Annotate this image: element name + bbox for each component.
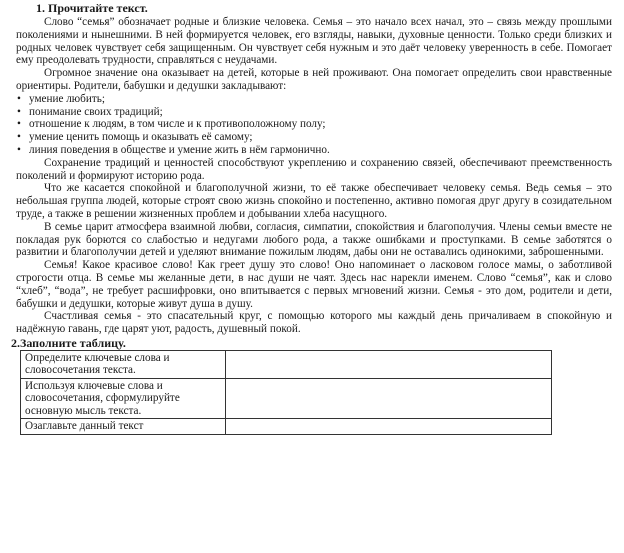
answer-cell[interactable] xyxy=(226,419,552,435)
paragraph: Огромное значение она оказывает на детей, которые в ней проживают. Она помогает определить свои нравственные ориентиры. Родители, бабушки и дедушки закладывают: xyxy=(16,67,612,92)
list-item: • понимание своих традиций; xyxy=(16,106,612,119)
table-row xyxy=(21,378,552,419)
paragraph: В семье царит атмосфера взаимной любви, согласия, симпатии, спокойствия и благополучия. Члены семьи вместе не покладая рук борются со слабостью и недугами любого рода, а также ошибками и проступками. В семье заботятся о развитии и благополучии детей и уделяют внимание пожилым людям, дабы они не оставались одинокими, заброшенными. xyxy=(16,220,612,259)
table-row xyxy=(21,350,552,378)
list-item: • умение любить; xyxy=(16,93,612,106)
paragraph: Сохранение традиций и ценностей способствуют укреплению и сохранению связей, обеспечивают преемственность поколений и формируют историю рода. xyxy=(16,156,612,182)
list-item: • умение ценить помощь и оказывать её самому; xyxy=(16,131,612,144)
list-item: • линия поведения в обществе и умение жить в нём гармонично. xyxy=(16,144,612,157)
answer-cell[interactable] xyxy=(226,378,552,419)
reading-text xyxy=(16,16,612,336)
question-cell: Озаглавьте данный текст xyxy=(21,419,226,435)
table-row xyxy=(21,419,552,435)
paragraph: Счастливая семья - это спасательный круг, с помощью которого мы каждый день причаливаем в спокойную и надёжную гавань, где царят уют, радость, душевный покой. xyxy=(16,310,612,336)
question-cell: Используя ключевые слова и словосочетания, сформулируйте основную мысль текста. xyxy=(21,378,226,419)
task2-title: 2.Заполните таблицу. xyxy=(11,335,126,350)
task1-title: 1. Прочитайте текст. xyxy=(36,1,148,15)
question-cell: Определите ключевые слова и словосочетания текста. xyxy=(21,350,226,378)
answer-table xyxy=(20,350,552,435)
values-list xyxy=(16,93,612,157)
paragraph: Слово “семья” обозначает родные и близкие человека. Семья – это начало всех начал, это – связь между прошлыми поколениями и нынешними. В ней формируется человек, его взгляды, навыки, духовные ценности. Только среди близких и родных человек чувствует себя защищенным. Он чувствует себя нужным и это даёт человеку уверенность в себе. Помогает ему преодолевать трудности, справляться с неудачами. xyxy=(16,16,612,67)
paragraph: Что же касается спокойной и благополучной жизни, то её также обеспечивает человеку семья. Ведь семья – это небольшая группа людей, которые строят свою жизнь спокойно и постепенно, активно помогая друг другу в созидательном труде, а также в решении жизненных проблем и добывании хлеба насущного. xyxy=(16,182,612,220)
paragraph: Семья! Какое красивое слово! Как греет душу это слово! Оно напоминает о ласковом голосе мамы, о заботливой строгости отца. В семье мы желанные дети, в нас души не чаят. Здесь нас нарекли именем. Слово “семья”, как и слово “хлеб”, “вода”, не требует расшифровки, оно впитывается с первых мгновений жизни. Семья - это дом, родители и дети, бабушки и дедушки, которые живут душа в душу. xyxy=(16,259,612,310)
list-item: • отношение к людям, в том числе и к противоположному полу; xyxy=(16,118,612,131)
answer-cell[interactable] xyxy=(226,350,552,378)
